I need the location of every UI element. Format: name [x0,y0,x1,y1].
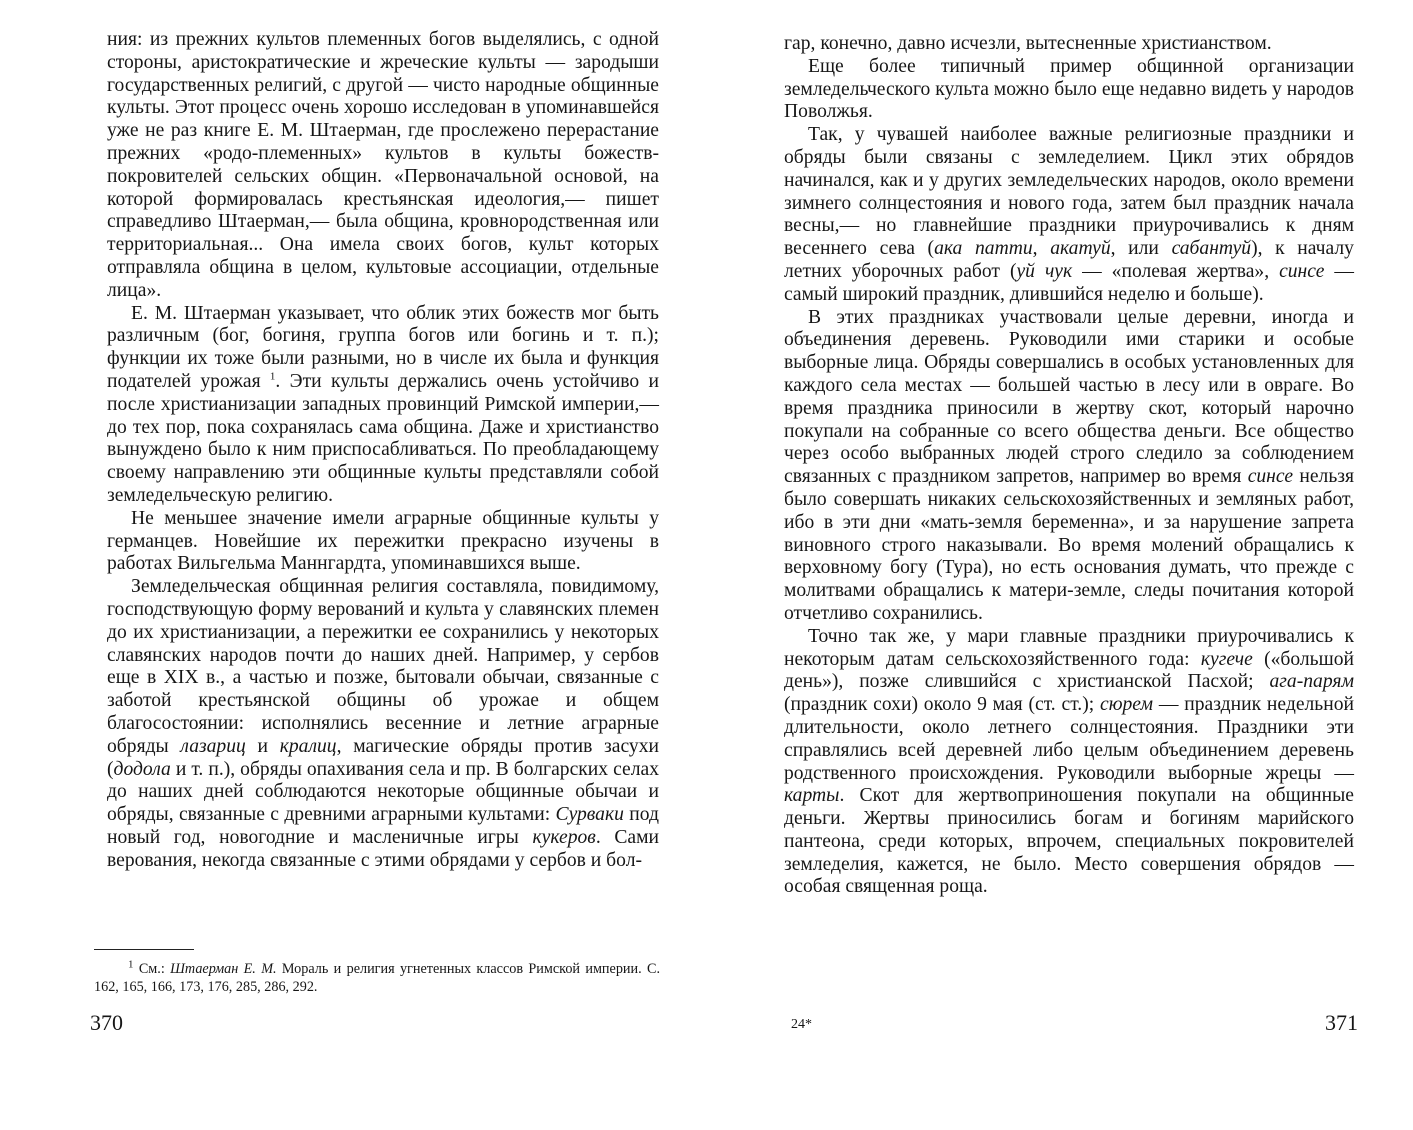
paragraph: ния: из прежних культов племенных богов выделялись, с одной стороны, аристократические и жреческие культы — зародыши государственных религий, с другой — чисто народные общинные культы. Этот процесс очень хорошо исследован в упоминавшейся уже не раз книге Е. М. Штаерман, где прослежено перерастание прежних «родо-племенных» культов в культы божеств-покровителей сельских общин. «Первоначальной основой, на которой формировалась крестьянская идеология,— пишет справедливо Штаерман,— была община, кровнородственная или территориальная... Она имела своих богов, культ которых отправляла община в целом, культовые ассоциации, отдельные лица». [107,29,659,301]
left-text-column [107,29,659,872]
left-page [0,0,706,1130]
page-number-left: 370 [90,1010,123,1035]
footnote: $^1$ См.: Штаерман Е. М. Мораль и религия угнетенных классов Римской империи. С. 162, 165, 166, 173, 176, 285, 286, 292. [94,958,661,995]
paragraph: Точно так же, у мари главные праздники приурочивались к некоторым датам сельскохозяйственного года: кугече («большой день»), позже слившийся с христианской Пасхой; ага-парям (праздник сохи) около 9 мая (ст. ст.); сюрем — праздник недельной длительности, около летнего солнцестояния. Праздники эти справлялись всей деревней либо целым объединением деревень родственного происхождения. Руководили выборные жрецы — карты. Скот для жертвоприношения покупали на общинные деньги. Жертвы приносились богам и богиням марийского пантеона, среди которых, впрочем, специальных покровителей земледелия, кажется, не было. Место совершения обрядов — особая священная роща. [784,625,1354,898]
paragraph: Так, у чувашей наиболее важные религиозные праздники и обряды были связаны с земледелием. Цикл этих обрядов начинался, как и у других земледельческих народов, около времени зимнего солнцестояния и нового года, затем был праздник начала весны,— но главнейшие праздники приурочивались к дням весеннего сева (ака патти, акатуй, или сабантуй), к началу летних уборочных работ (уй чук — «полевая жертва», синсе — самый широкий праздник, длившийся неделю и больше). [784,124,1354,305]
paragraph: гар, конечно, давно исчезли, вытесненные христианством. [784,33,1272,54]
paragraph: Еще более типичный пример общинной организации земледельческого культа можно было еще недавно видеть у народов Поволжья. [784,55,1354,123]
paragraph: Земледельческая общинная религия составляла, повидимому, господствующую форму верований и культа у славянских племен до их христианизации, а пережитки ее сохранились у некоторых славянских народов почти до наших дней. Например, у сербов еще в XIX в., а частью и позже, бытовали обычаи, связанные с заботой крестьянской общины об урожае и общем благосостоянии: исполнялись весенние и летние аграрные обряды лазариц и кралиц, магические обряды против засухи (додола и т. п.), обряды опахивания села и пр. В болгарских селах до наших дней соблюдаются некоторые общинные обычаи и обряды, связанные с древними аграрными культами: Сурваки под новый год, новогодние и масленичные игры кукеров. Сами верования, некогда связанные с этими обрядами у сербов и бол- [107,576,659,871]
paragraph: Е. М. Штаерман указывает, что облик этих божеств мог быть различным (бог, богиня, группа богов или богинь и т. п.); функции их тоже были разными, но в числе их была и функция подателей урожая $^1$. Эти культы держались очень устойчиво и после христианизации западных провинций Римской империи,— до тех пор, пока сохранялась сама община. Даже и христианство вынуждено было к ним приспосабливаться. По преобладающему своему направлению эти общинные культы представляли собой земледельческую религию. [107,302,659,506]
paragraph: Не меньшее значение имели аграрные общинные культы у германцев. Новейшие их пережитки прекрасно изучены в работах Вильгельма Маннгардта, упоминавшихся выше. [107,507,659,575]
page-number-right: 371 [1325,1010,1358,1035]
right-page [706,0,1413,1130]
footnote-rule [94,949,194,950]
paragraph: В этих праздниках участвовали целые деревни, иногда и объединения деревень. Руководили ими старики и особые выборные лица. Обряды совершались в особых установленных для каждого села местах — большей частью в лесу или в овраге. Во время праздника приносили в жертву скот, который нарочно покупали на собранные со всего общества деньги. Все общество через особо выбранных людей строго следило за соблюдением связанных с праздником запретов, например во время синсе нельзя было совершать никаких сельскохозяйственных и земляных работ, ибо в эти дни «мать-земля беременна», и за нарушение запрета виновного строго наказывали. Во время молений обращались к верховному богу (Тура), но есть основания думать, что прежде с молитвами обращались к матери-земле, следы почитания которой отчетливо сохранились. [784,306,1355,624]
printer-signature: 24* [791,1017,812,1032]
right-text-column [784,33,1354,899]
